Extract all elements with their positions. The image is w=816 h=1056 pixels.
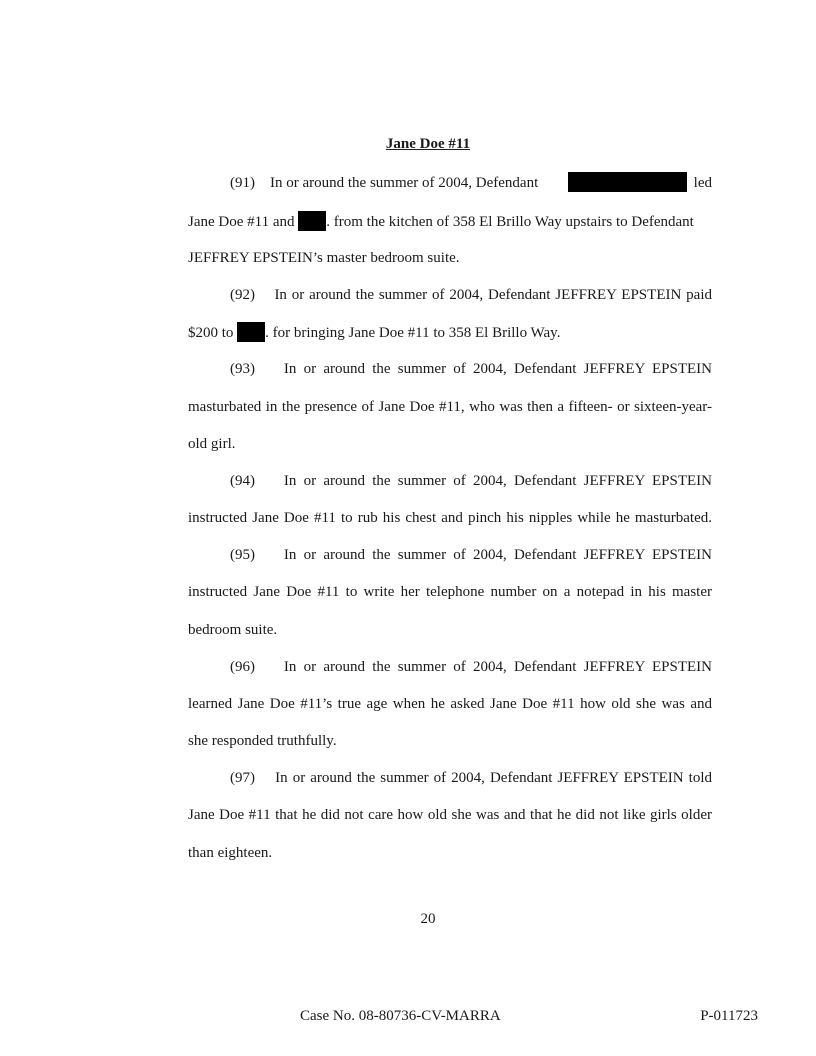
paragraph-93-line-3: old girl. [188, 436, 236, 452]
paragraph-97-line-1 [230, 768, 712, 788]
paragraph-96-line-3: she responded truthfully. [188, 733, 337, 749]
paragraph-number: (93) [230, 361, 255, 377]
paragraph-text: In or around the summer of 2004, Defendant [270, 175, 539, 191]
paragraph-number: (95) [230, 547, 255, 563]
paragraph-text: . from the kitchen of 358 El Brillo Way upstairs to Defendant [326, 214, 694, 230]
paragraph-text: In or around the summer of 2004, Defendant JEFFREY EPSTEIN [283, 361, 713, 377]
paragraph-number: (96) [230, 659, 255, 675]
paragraph-number: (91) [230, 175, 255, 191]
paragraph-number: (92) [230, 287, 255, 303]
section-heading: Jane Doe #11 [385, 136, 471, 152]
bates-number: P-011723 [700, 1008, 758, 1024]
paragraph-95-line-1 [230, 545, 712, 565]
paragraph-94-line-1 [230, 471, 712, 491]
paragraph-text: In or around the summer of 2004, Defendant JEFFREY EPSTEIN told [275, 770, 712, 786]
paragraph-95-line-2: instructed Jane Doe #11 to write her telephone number on a notepad in his master [188, 584, 712, 600]
paragraph-number: (94) [230, 473, 255, 489]
paragraph-text: . for bringing Jane Doe #11 to 358 El Brillo Way. [265, 325, 561, 341]
paragraph-91-line-1 [230, 173, 712, 193]
redaction-block [568, 172, 687, 192]
paragraph-number: (97) [230, 770, 255, 786]
paragraph-94-line-2: instructed Jane Doe #11 to rub his chest and pinch his nipples while he masturbated. [188, 510, 712, 526]
paragraph-96-line-2: learned Jane Doe #11’s true age when he asked Jane Doe #11 how old she was and [188, 696, 712, 712]
paragraph-93-line-2: masturbated in the presence of Jane Doe #11, who was then a fifteen- or sixteen-year- [188, 399, 712, 415]
paragraph-text: In or around the summer of 2004, Defendant JEFFREY EPSTEIN [283, 473, 713, 489]
paragraph-93-line-1 [230, 359, 712, 379]
paragraph-text: In or around the summer of 2004, Defendant JEFFREY EPSTEIN [283, 659, 713, 675]
paragraph-95-line-3: bedroom suite. [188, 622, 278, 638]
case-number: Case No. 08-80736-CV-MARRA [300, 1008, 501, 1024]
paragraph-91-line-3: JEFFREY EPSTEIN’s master bedroom suite. [188, 250, 460, 266]
paragraph-92-line-1 [230, 285, 712, 305]
paragraph-91-line-2 [188, 211, 712, 232]
paragraph-96-line-1 [230, 657, 712, 677]
paragraph-text: In or around the summer of 2004, Defendant JEFFREY EPSTEIN paid [274, 287, 712, 303]
paragraph-text: In or around the summer of 2004, Defendant JEFFREY EPSTEIN [283, 547, 713, 563]
paragraph-text: $200 to [188, 325, 234, 341]
paragraph-97-line-3: than eighteen. [188, 845, 273, 861]
paragraph-97-line-2: Jane Doe #11 that he did not care how old she was and that he did not like girls older [188, 807, 712, 823]
paragraph-text: led [693, 175, 712, 191]
paragraph-92-line-2 [188, 322, 712, 343]
redaction-block [298, 211, 326, 231]
paragraph-text: Jane Doe #11 and [188, 214, 295, 230]
redaction-block [237, 322, 265, 342]
page-number: 20 [420, 911, 436, 927]
